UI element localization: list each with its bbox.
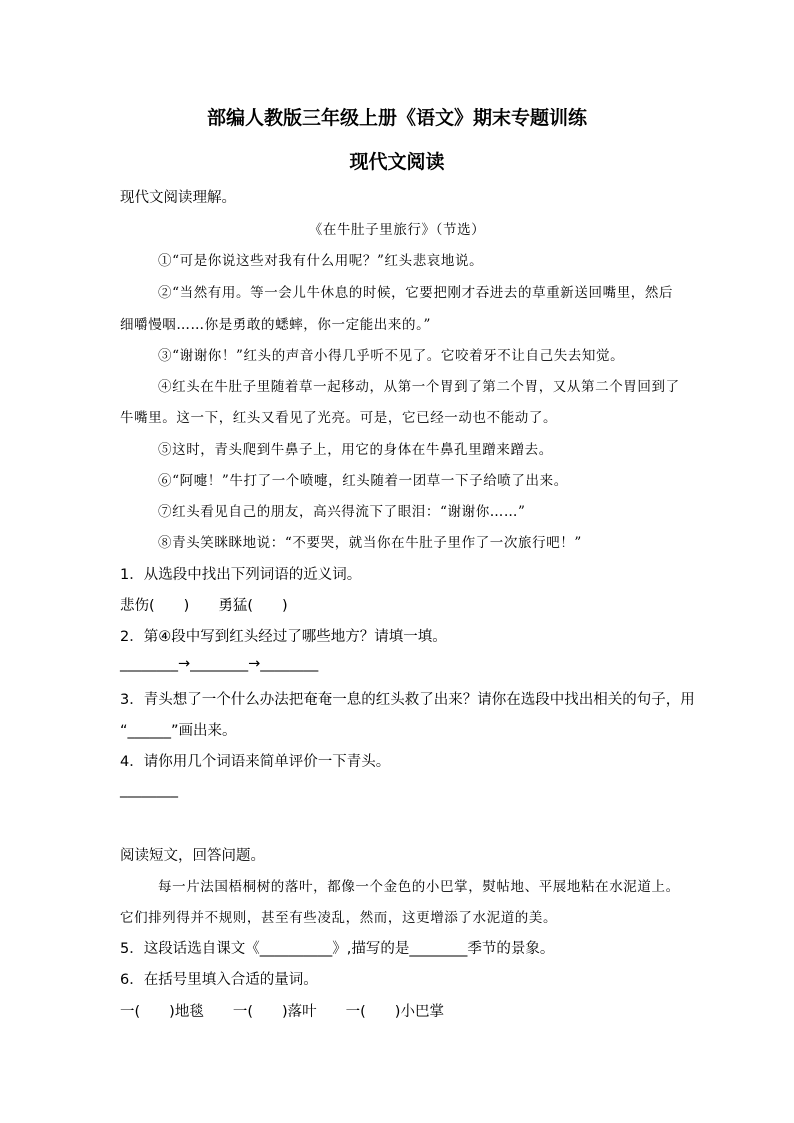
question-1: 1．从选段中找出下列词语的近义词。 bbox=[120, 567, 362, 583]
document-title: 部编人教版三年级上册《语文》期末专题训练 bbox=[206, 107, 587, 129]
passage-line: ④红头在牛肚子里随着草一起移动，从第一个胃到了第二个胃，又从第二个胃回到了 bbox=[158, 379, 680, 395]
question-3-cont: “______”画出来。 bbox=[120, 723, 237, 739]
question-4-blank: ________ bbox=[120, 782, 178, 798]
question-4: 4．请你用几个词语来简单评价一下青头。 bbox=[120, 754, 391, 770]
question-2-blanks: ________→________→________ bbox=[120, 656, 319, 672]
document-subtitle: 现代文阅读 bbox=[349, 151, 445, 173]
passage-line: ③“谢谢你！”红头的声音小得几乎听不见了。它咬着牙不让自己失去知觉。 bbox=[158, 348, 625, 364]
section1-intro: 现代文阅读理解。 bbox=[120, 190, 236, 206]
question-2: 2．第④段中写到红头经过了哪些地方？请填一填。 bbox=[120, 629, 447, 645]
passage-line: ⑥“阿嚏！”牛打了一个喷嚏，红头随着一团草一下子给喷了出来。 bbox=[158, 473, 568, 489]
passage-line: ⑤这时，青头爬到牛鼻子上，用它的身体在牛鼻孔里蹭来蹭去。 bbox=[158, 442, 553, 458]
question-3: 3．青头想了一个什么办法把奄奄一息的红头救了出来？请你在选段中找出相关的句子，用 bbox=[120, 692, 695, 708]
passage-line: ①“可是你说这些对我有什么用呢？”红头悲哀地说。 bbox=[158, 253, 484, 269]
short-passage-line: 每一片法国梧桐树的落叶，都像一个金色的小巴掌，熨帖地、平展地粘在水泥道上。 bbox=[158, 879, 680, 895]
passage-line: 细嚼慢咽……你是勇敢的蟋蟀，你一定能出来的。” bbox=[120, 317, 431, 333]
passage-line: ②“当然有用。等一会儿牛休息的时候，它要把刚才吞进去的草重新送回嘴里，然后 bbox=[158, 285, 674, 301]
passage-title: 《在牛肚子里旅行》（节选） bbox=[308, 222, 486, 238]
section2-intro: 阅读短文，回答问题。 bbox=[120, 848, 265, 864]
question-1-blanks: 悲伤( ) 勇猛( ) bbox=[120, 598, 288, 614]
short-passage-line: 它们排列得并不规则，甚至有些凌乱，然而，这更增添了水泥道的美。 bbox=[120, 910, 558, 926]
passage-line: 牛嘴里。这一下，红头又看见了光亮。可是，它已经一动也不能动了。 bbox=[120, 410, 558, 426]
question-6-blanks: 一( )地毯 一( )落叶 一( )小巴掌 bbox=[120, 1004, 444, 1020]
passage-line: ⑦红头看见自己的朋友，高兴得流下了眼泪：“谢谢你……” bbox=[158, 504, 526, 520]
passage-line: ⑧青头笑眯眯地说：“不要哭，就当你在牛肚子里作了一次旅行吧！” bbox=[158, 535, 582, 551]
question-6: 6．在括号里填入合适的量词。 bbox=[120, 972, 318, 988]
question-5: 5．这段话选自课文《__________》,描写的是________季节的景象。 bbox=[120, 941, 555, 957]
